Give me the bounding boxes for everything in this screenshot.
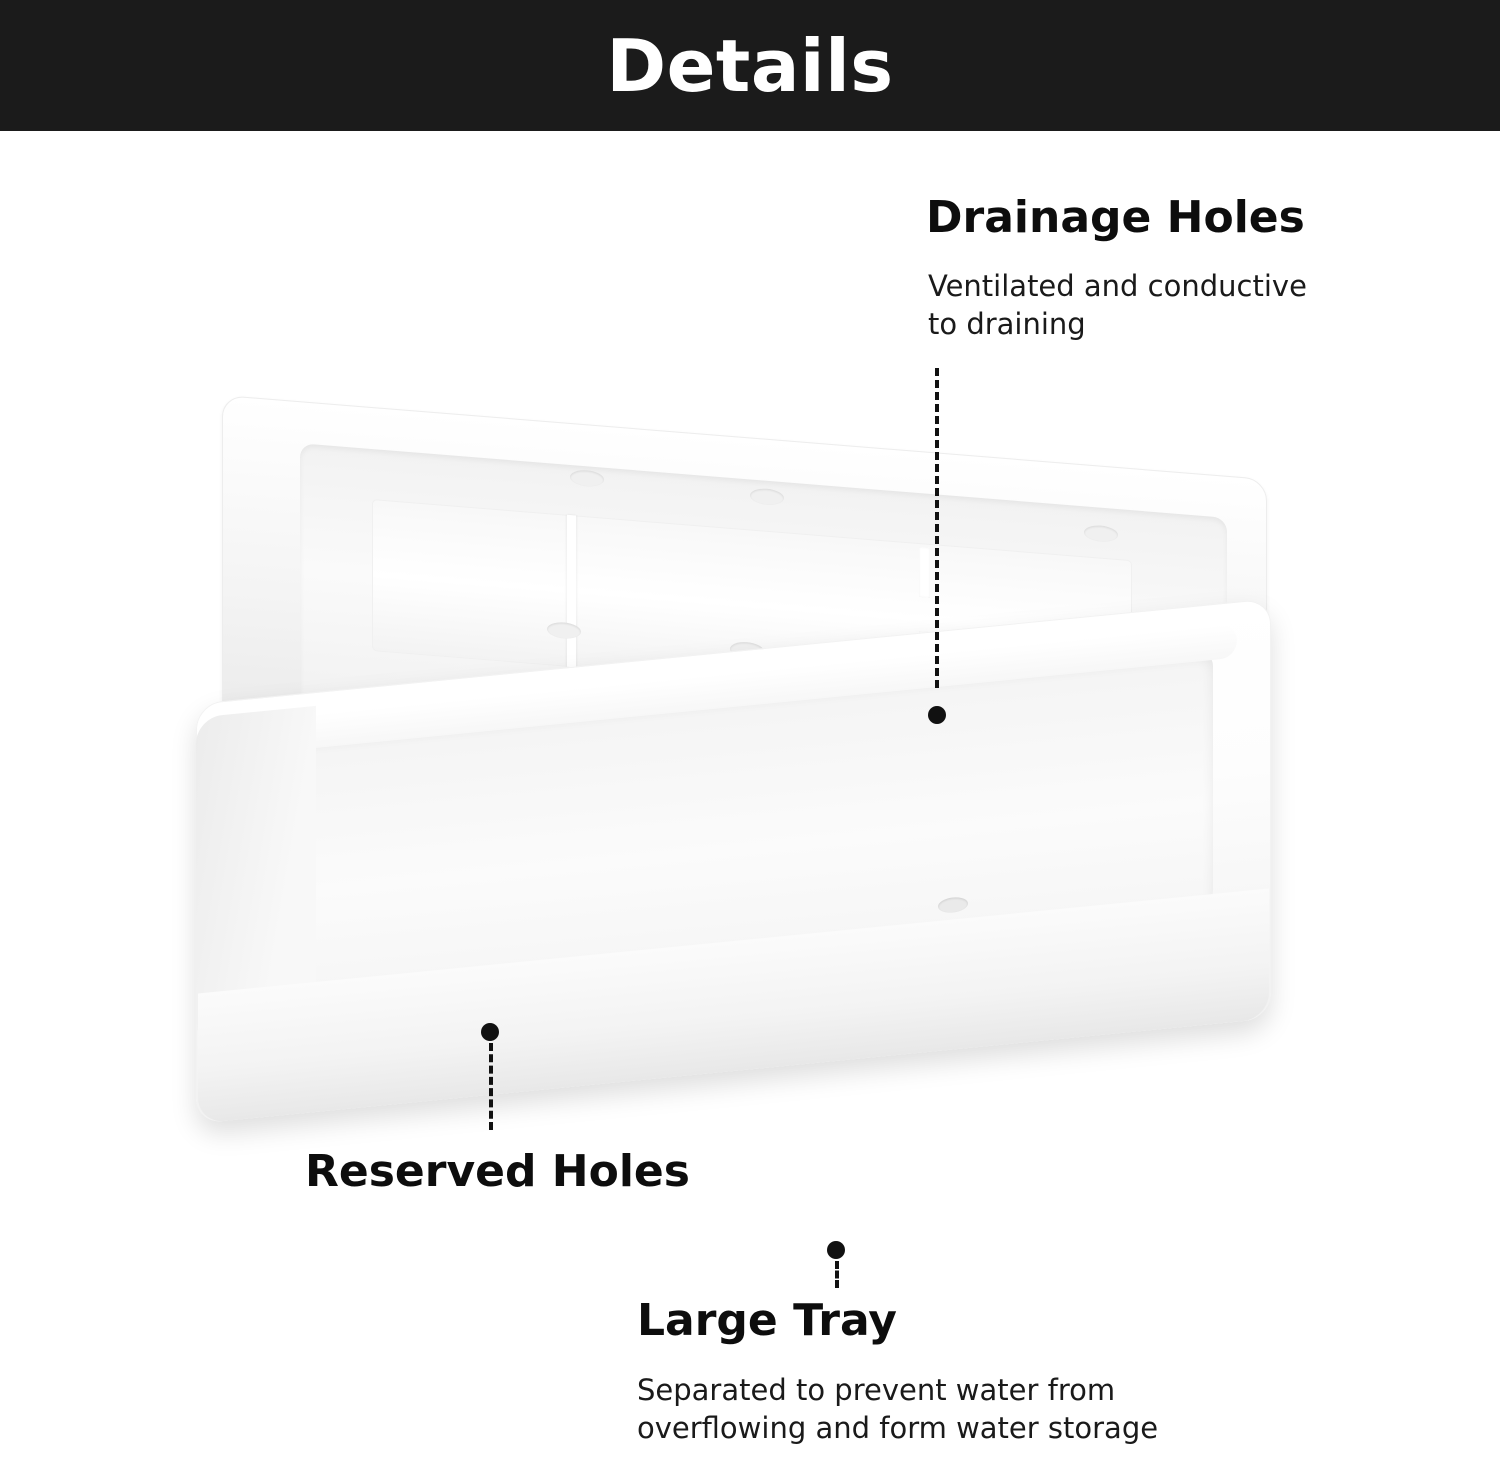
- product-illustration: [0, 131, 1500, 1460]
- callout-title-large-tray: Large Tray: [637, 1295, 897, 1346]
- leader-dot-reserved-holes: [481, 1023, 499, 1041]
- callout-description-large-tray: Separated to prevent water from overflowing and form water storage: [637, 1373, 1159, 1446]
- leader-dot-drainage-holes: [928, 706, 946, 724]
- callout-title-drainage-holes: Drainage Holes: [926, 192, 1305, 243]
- callout-title-reserved-holes: Reserved Holes: [305, 1146, 690, 1197]
- leader-dot-large-tray: [827, 1241, 845, 1259]
- leader-line-reserved-holes: [489, 1043, 493, 1130]
- leader-line-drainage-holes: [935, 368, 939, 688]
- page-title: Details: [606, 23, 894, 108]
- callout-description-drainage-holes: Ventilated and conductive to draining: [928, 269, 1307, 342]
- drainage-slot: [919, 547, 930, 598]
- header-bar: [0, 0, 1500, 131]
- planter-box-divider: [567, 515, 576, 668]
- leader-line-large-tray: [835, 1261, 839, 1288]
